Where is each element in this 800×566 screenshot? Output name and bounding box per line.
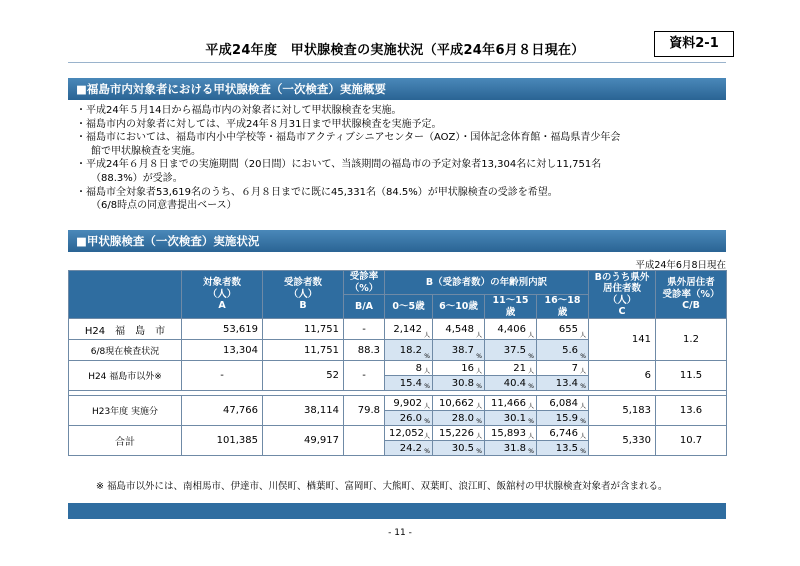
table-footnote: ※ 福島市以外には、南相馬市、伊達市、川俣町、楢葉町、富岡町、大熊町、双葉町、浪江町、飯舘村の甲状腺検査対象者が含まれる。 (96, 481, 668, 492)
row-label: H24 福島市以外※ (69, 361, 182, 391)
header-target: 対象者数 （人） A (182, 271, 263, 319)
row-sublabel: 6/8現在検査状況 (69, 340, 182, 361)
section-heading-status: ■甲状腺検査（一次検査）実施状況 (68, 230, 726, 252)
header-age-0-5: 0～5歳 (385, 295, 433, 319)
bullet-item: ・福島市全対象者53,619名のうち、６月８日までに既に45,331名（84.5%）が甲状腺検査の受診を希望。 (76, 186, 558, 198)
table-row: 6/8現在検査状況 13,304 11,751 88.3 18.2 % 38.7 % 37.5 % 5.6 % (69, 340, 727, 361)
row-label: 合計 (69, 426, 182, 456)
exam-status-table (68, 270, 727, 456)
row-label: H24 福 島 市 (69, 319, 182, 340)
table-row: 合計 101,385 49,917 12,052 人 15,226 人 15,893 人 6,746 人 5,330 10.7 (69, 426, 727, 441)
overview-bullet-list (76, 104, 726, 213)
header-rate-formula: B/A (344, 295, 385, 319)
page-title: 平成24年度 甲状腺検査の実施状況（平成24年6月８日現在） (205, 43, 585, 58)
document-label-box: 資料2-1 (654, 31, 734, 57)
bullet-item: ・福島市内の対象者に対しては、平成24年８月31日まで甲状腺検査を実施予定。 (76, 118, 442, 130)
header-corner (69, 271, 182, 319)
table-row: H23年度 実施分 47,766 38,114 79.8 9,902 人 10,662 人 11,466 人 6,084 人 5,183 13.6 (69, 396, 727, 411)
header-rate: 受診率 （%） (344, 271, 385, 295)
bullet-item-continuation: 館で甲状腺検査を実施。 (91, 145, 201, 157)
as-of-date: 平成24年6月8日現在 (635, 260, 726, 271)
table-row: H24 福島市以外※ - 52 - 8 人 16 人 21 人 7 人 6 11.5 (69, 361, 727, 376)
header-examined: 受診者数 （人） B (263, 271, 344, 319)
header-age-11-15: 11～15歳 (485, 295, 537, 319)
header-age-breakdown: B（受診者数）の年齢別内訳 (385, 271, 589, 295)
table-row: 24.2 % 30.5 % 31.8 % 13.5 % (69, 441, 727, 456)
header-age-6-10: 6～10歳 (433, 295, 485, 319)
bullet-item: ・平成24年５月14日から福島市内の対象者に対して甲状腺検査を実施。 (76, 105, 402, 116)
bullet-item-continuation: （88.3%）が受診。 (91, 172, 183, 184)
section-heading-overview: ■福島市内対象者における甲状腺検査（一次検査）実施概要 (68, 78, 726, 100)
bullet-item: ・福島市においては、福島市内小中学校等・福島市アクティブシニアセンター（AOZ）・国体記念体育館・福島県青少年会 (76, 132, 621, 144)
bullet-item: ・平成24年６月８日までの実施期間（20日間）において、当該期間の福島市の予定対象者13,304名に対し11,751名 (76, 159, 602, 171)
header-age-16-18: 16～18歳 (537, 295, 589, 319)
table-row: 26.0 % 28.0 % 30.1 % 15.9 % (69, 411, 727, 426)
footer-bar (68, 503, 726, 519)
bullet-item-continuation: （6/8時点の同意書提出ベース） (91, 200, 237, 212)
title-divider (68, 62, 726, 63)
header-outside: Bのうち県外 居住者数（人） C (589, 271, 656, 319)
row-label: H23年度 実施分 (69, 396, 182, 426)
page-number: - 11 - (388, 528, 412, 538)
table-row: 15.4 % 30.8 % 40.4 % 13.4 % (69, 376, 727, 391)
table-row: H24 福 島 市 53,619 11,751 - 2,142 人 4,548 人 4,406 人 655 人 141 1.2 (69, 319, 727, 340)
header-outside-rate: 県外居住者 受診率（%） C/B (656, 271, 727, 319)
